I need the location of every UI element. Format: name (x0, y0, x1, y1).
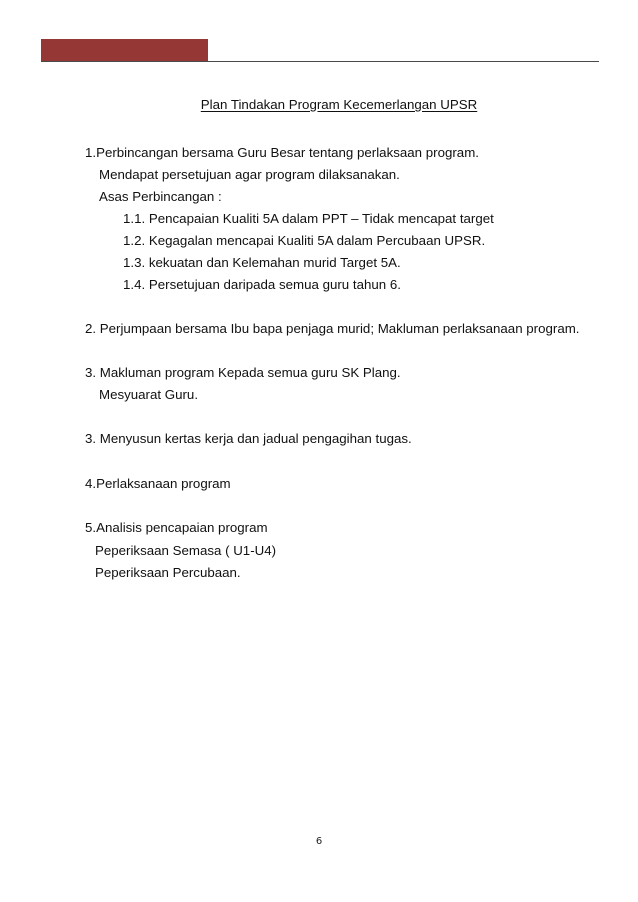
section-1-item: 1.3. kekuatan dan Kelemahan murid Target 5A. (123, 255, 401, 270)
section-1-item: 1.1. Pencapaian Kualiti 5A dalam PPT – Tidak mencapat target (123, 211, 494, 226)
section-1-line: Mendapat persetujuan agar program dilaksanakan. (99, 167, 400, 182)
section-1-item: 1.2. Kegagalan mencapai Kualiti 5A dalam Percubaan UPSR. (123, 233, 486, 248)
section-1-heading: 1.Perbincangan bersama Guru Besar tentang perlaksaan program. (85, 145, 479, 160)
header-rule (41, 61, 599, 62)
header-accent-bar (41, 39, 208, 62)
section-4-heading: 4.Perlaksanaan program (85, 476, 231, 491)
section-1-label: Asas Perbincangan : (99, 189, 222, 204)
section-5-heading: 5.Analisis pencapaian program (85, 520, 268, 535)
section-5-line: Peperiksaan Semasa ( U1-U4) (95, 543, 277, 558)
section-1-item: 1.4. Persetujuan daripada semua guru tahun 6. (123, 277, 401, 292)
document-title: Plan Tindakan Program Kecemerlangan UPSR (200, 97, 478, 112)
section-3-line: Mesyuarat Guru. (99, 387, 199, 402)
section-2-heading: 2. Perjumpaan bersama Ibu bapa penjaga murid; Makluman perlaksanaan program. (85, 321, 580, 336)
page-number: 6 (315, 836, 323, 847)
section-3b-heading: 3. Menyusun kertas kerja dan jadual pengagihan tugas. (85, 431, 412, 446)
section-5-line: Peperiksaan Percubaan. (95, 565, 241, 580)
section-3-heading: 3. Makluman program Kepada semua guru SK Plang. (85, 365, 401, 380)
